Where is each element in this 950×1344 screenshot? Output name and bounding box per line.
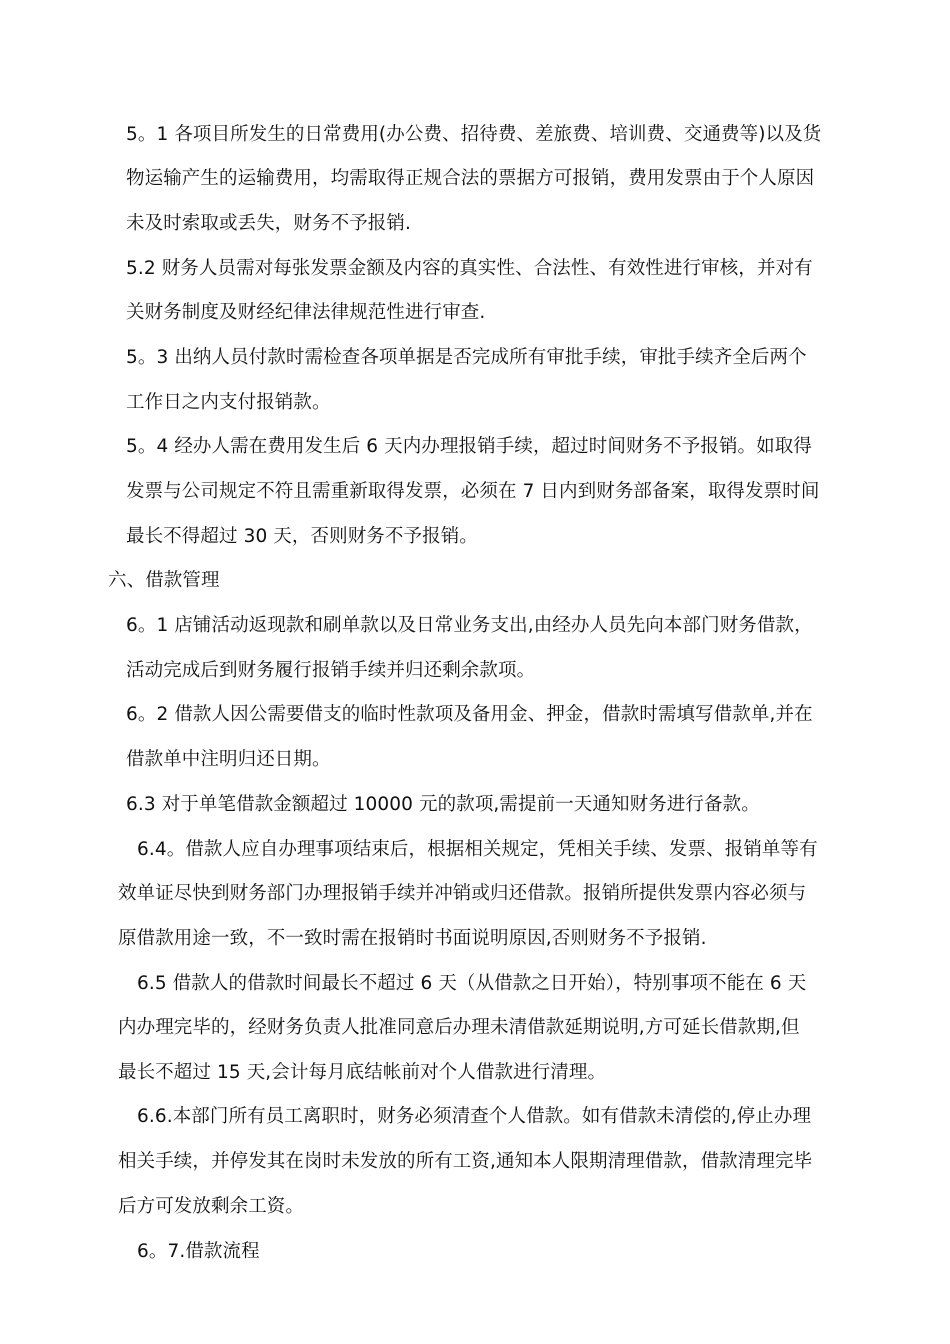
text-line: 活动完成后到财务履行报销手续并归还剩余款项。 <box>126 660 536 681</box>
text-line: 5。3 出纳人员付款时需检查各项单据是否完成所有审批手续，审批手续齐全后两个 <box>126 347 807 368</box>
text-line: 效单证尽快到财务部门办理报销手续并冲销或归还借款。报销所提供发票内容必须与 <box>118 883 807 904</box>
text-line: 工作日之内支付报销款。 <box>126 392 331 413</box>
text-line: 最长不得超过 30 天，否则财务不予报销。 <box>126 526 478 547</box>
text-line: 6.4。借款人应自办理事项结束后，根据相关规定，凭相关手续、发票、报销单等有 <box>137 839 818 860</box>
text-line: 5。4 经办人需在费用发生后 6 天内办理报销手续，超过时间财务不予报销。如取得 <box>126 436 812 457</box>
text-line: 6.5 借款人的借款时间最长不超过 6 天（从借款之日开始），特别事项不能在 6 天 <box>137 973 807 994</box>
text-line: 未及时索取或丢失，财务不予报销. <box>126 213 411 234</box>
text-line: 内办理完毕的，经财务负责人批准同意后办理未清借款延期说明,方可延长借款期,但 <box>118 1017 800 1038</box>
text-line: 原借款用途一致，不一致时需在报销时书面说明原因,否则财务不予报销. <box>118 928 707 949</box>
text-line: 后方可发放剩余工资。 <box>118 1196 305 1217</box>
text-line: 5.2 财务人员需对每张发票金额及内容的真实性、合法性、有效性进行审核，并对有 <box>126 258 813 279</box>
text-line: 6。2 借款人因公需要借支的临时性款项及备用金、押金，借款时需填写借款单,并在 <box>126 704 813 725</box>
text-line: 5。1 各项目所发生的日常费用(办公费、招待费、差旅费、培训费、交通费等)以及货 <box>126 124 822 145</box>
section-heading: 六、借款管理 <box>108 570 220 591</box>
text-line: 借款单中注明归还日期。 <box>126 749 331 770</box>
text-line: 物运输产生的运输费用，均需取得正规合法的票据方可报销，费用发票由于个人原因 <box>126 168 815 189</box>
text-line: 相关手续，并停发其在岗时未发放的所有工资,通知本人限期清理借款，借款清理完毕 <box>118 1151 813 1172</box>
text-line: 6.3 对于单笔借款金额超过 10000 元的款项,需提前一天通知财务进行备款。 <box>126 794 760 815</box>
text-line: 6.6.本部门所有员工离职时，财务必须清查个人借款。如有借款未清偿的,停止办理 <box>137 1106 812 1127</box>
text-line: 最长不超过 15 天,会计每月底结帐前对个人借款进行清理。 <box>118 1062 607 1083</box>
text-line: 关财务制度及财经纪律法律规范性进行审查. <box>126 302 486 323</box>
text-line: 发票与公司规定不符且需重新取得发票，必须在 7 日内到财务部备案，取得发票时间 <box>126 481 820 502</box>
text-line: 6。7.借款流程 <box>137 1241 260 1262</box>
text-line: 6。1 店铺活动返现款和刷单款以及日常业务支出,由经办人员先向本部门财务借款， <box>126 615 813 636</box>
